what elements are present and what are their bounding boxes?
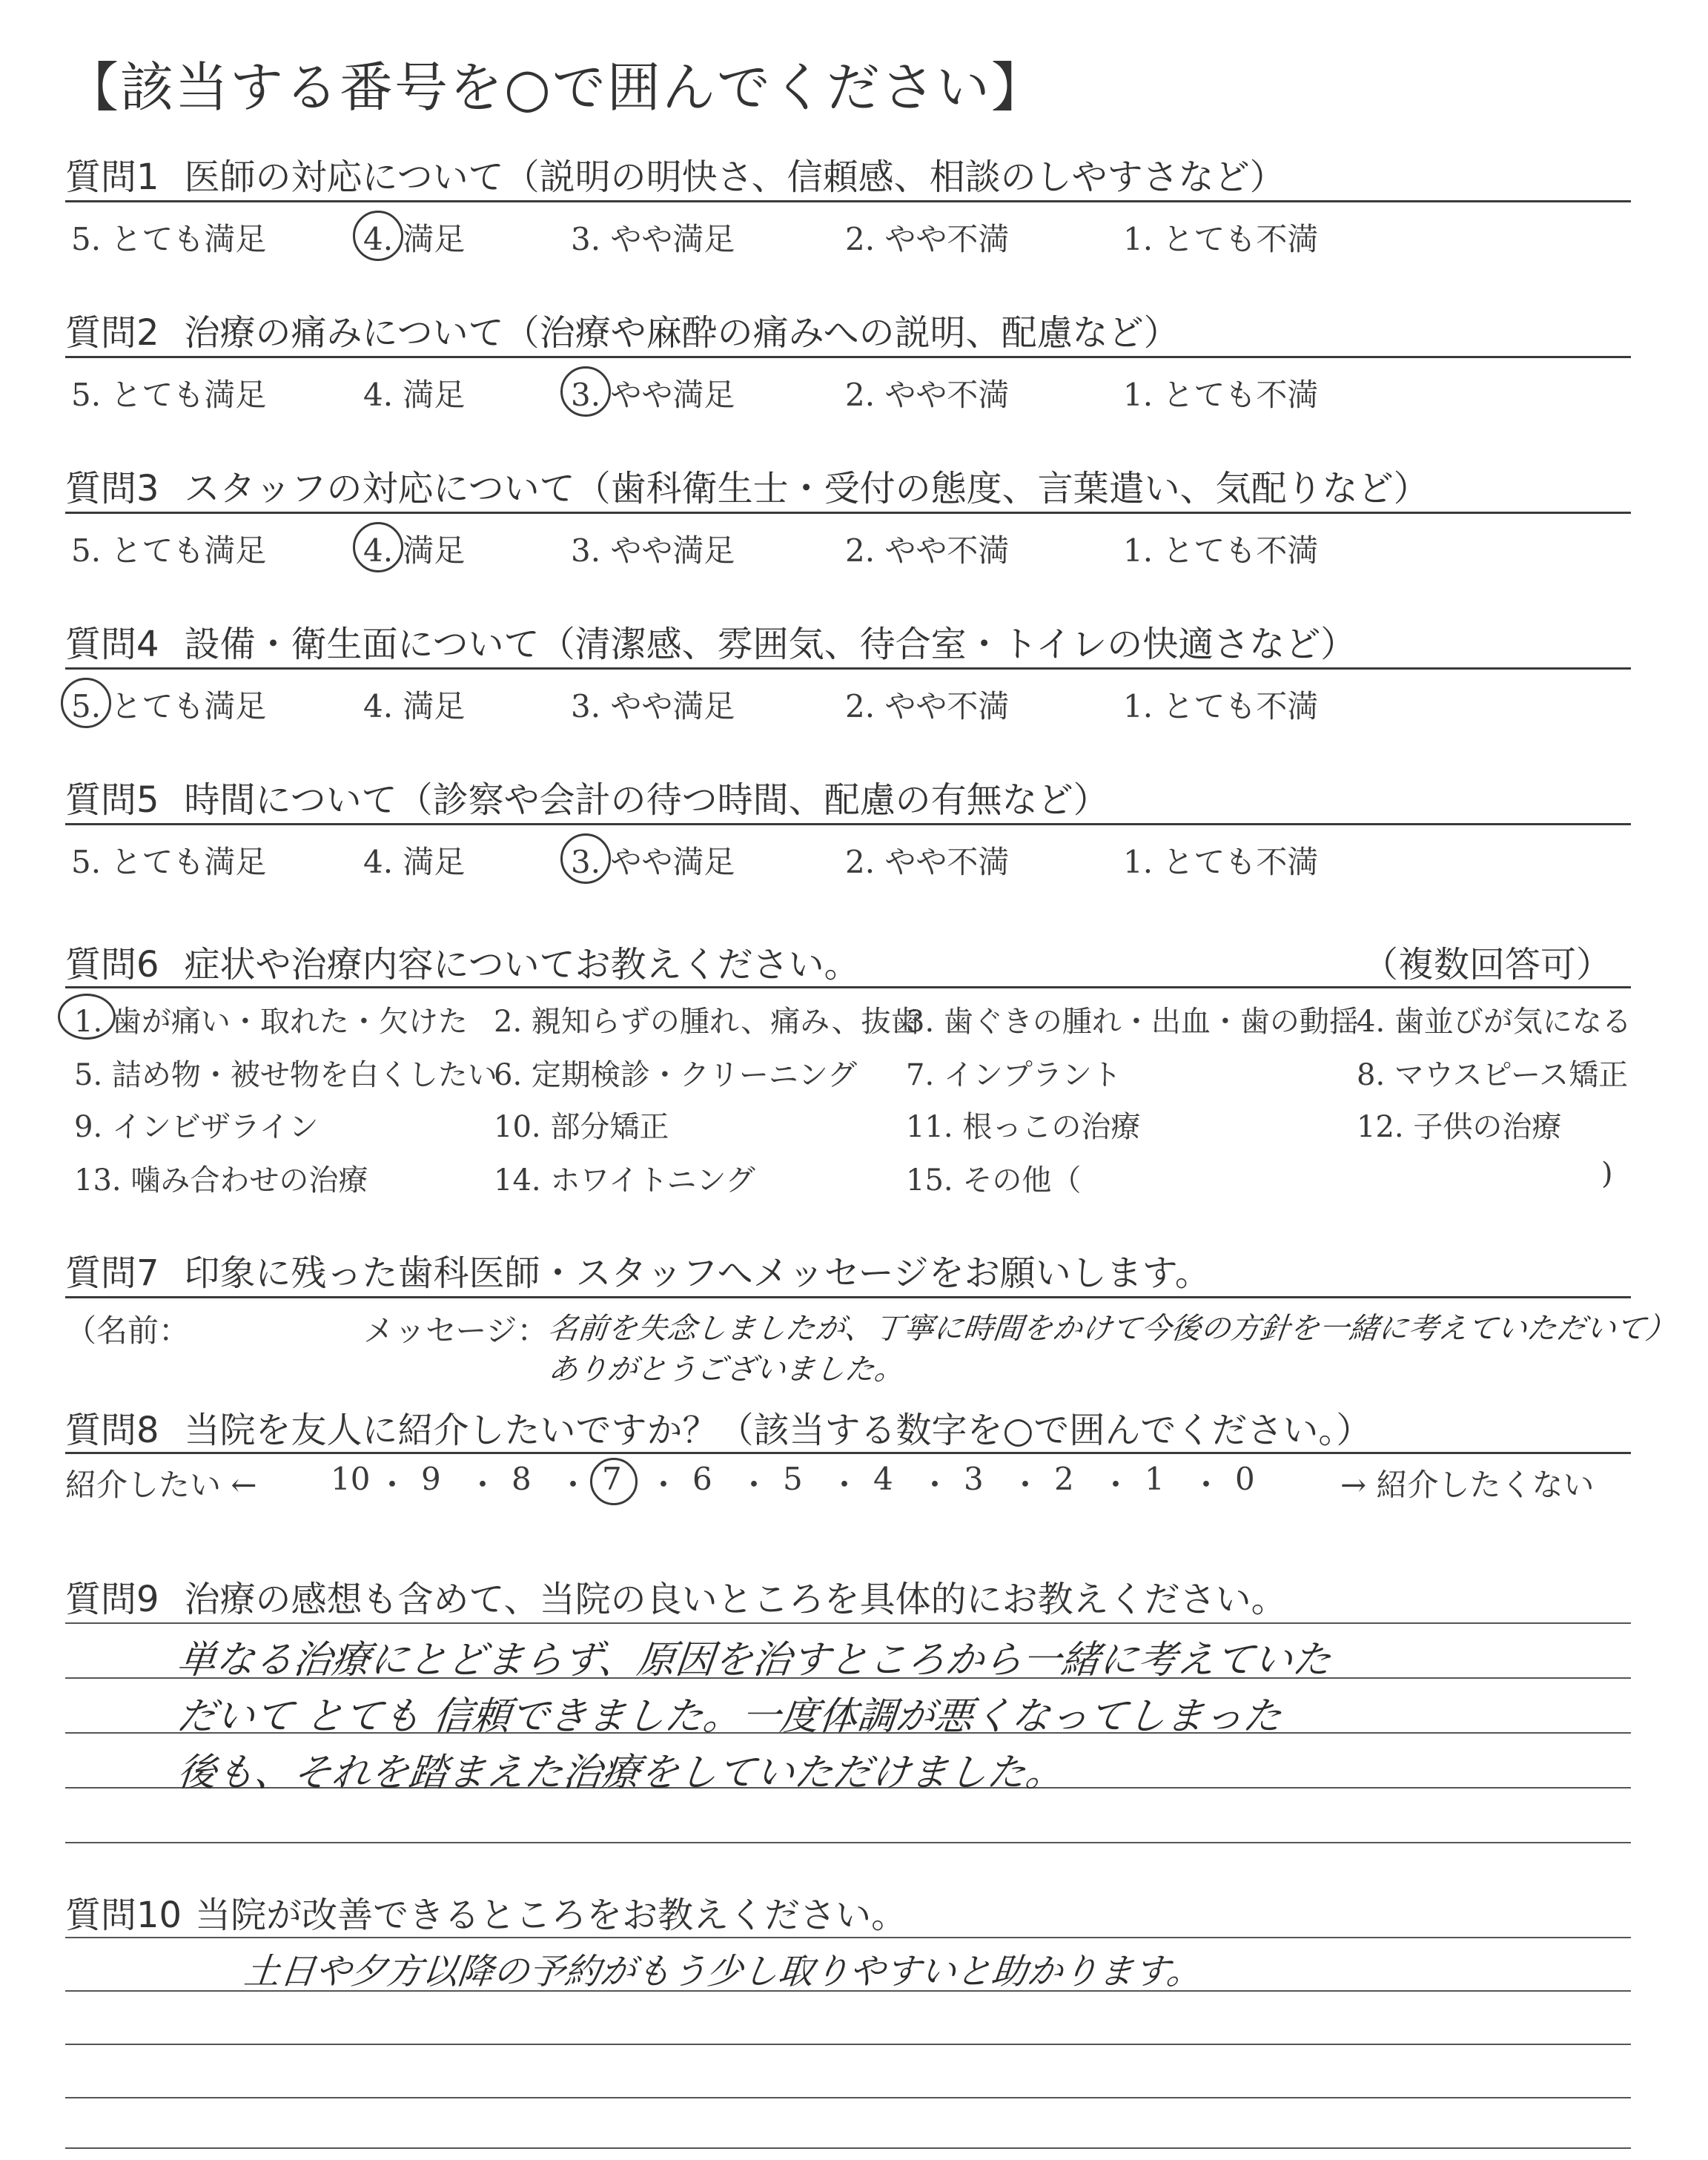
q7-name-label: （名前： [65, 1312, 191, 1349]
q8-number-9[interactable]: 9 [421, 1461, 441, 1497]
page-title: 【該当する番号を○で囲んでください】 [65, 56, 1046, 119]
q4-text: 設備・衛生面について（清潔感、雰囲気、待合室・トイレの快適さなど） [184, 624, 1357, 665]
q9-answer-line3: 後も、それを踏まえた治療をしていただけました。 [175, 1751, 1067, 1795]
q6-option-15[interactable]: 15. その他（ [906, 1163, 1082, 1198]
q9-line [65, 1622, 1631, 1624]
q4-option-3[interactable]: 3. やや満足 [571, 688, 735, 724]
q1-heading [65, 148, 1285, 199]
q5-option-3[interactable]: 3. やや満足 [571, 844, 735, 880]
q2-option-1[interactable]: 1. とても不満 [1123, 377, 1319, 413]
q6-option-7[interactable]: 7. インプラント [906, 1058, 1122, 1092]
q4-option-1[interactable]: 1. とても不満 [1123, 688, 1319, 724]
q6-option-11[interactable]: 11. 根っこの治療 [906, 1110, 1141, 1144]
q3-option-4[interactable]: 4. 満足 [363, 532, 466, 569]
q2-option-5[interactable]: 5. とても満足 [71, 377, 267, 413]
q4-option-5[interactable]: 5. とても満足 [71, 688, 267, 724]
q9-answer-line2: だいて とても 信頼できました。一度体調が悪くなってしまった [175, 1694, 1284, 1739]
q6-option-10[interactable]: 10. 部分矯正 [494, 1110, 669, 1144]
q6-option-8[interactable]: 8. マウスピース矯正 [1357, 1058, 1629, 1092]
q8-number-0[interactable]: 0 [1235, 1461, 1255, 1497]
q8-dot-separator: ・ [377, 1467, 408, 1503]
q7-label: 質問7 [65, 1252, 159, 1294]
q8-dot-separator: ・ [1100, 1467, 1132, 1503]
q5-text: 時間について（診察や会計の待つ時間、配慮の有無など） [184, 779, 1109, 821]
q2-label: 質問2 [65, 312, 159, 354]
q10-label: 質問10 [65, 1895, 182, 1936]
q1-rule [65, 200, 1631, 202]
q1-option-1[interactable]: 1. とても不満 [1123, 221, 1319, 257]
q6-option-4[interactable]: 4. 歯並びが気になる [1357, 1005, 1632, 1039]
q9-answer-line1: 単なる治療にとどまらず、原因を治すところから一緒に考えていた [175, 1638, 1334, 1682]
q8-selected-circle [590, 1458, 638, 1505]
q7-message-line1: 名前を失念しましたが、丁寧に時間をかけて今後の方針を一緒に考えていただいて） [546, 1312, 1678, 1346]
q7-rule [65, 1296, 1631, 1298]
q8-label: 質問8 [65, 1410, 159, 1451]
q6-option-14[interactable]: 14. ホワイトニング [494, 1163, 755, 1198]
q4-rule [65, 667, 1631, 670]
q6-other-close: ) [1601, 1157, 1613, 1191]
q2-option-3[interactable]: 3. やや満足 [571, 377, 735, 413]
q6-option-6[interactable]: 6. 定期検診・クリーニング [494, 1058, 858, 1092]
q10-line [65, 1937, 1631, 1938]
q1-option-2[interactable]: 2. やや不満 [845, 221, 1010, 257]
q6-label: 質問6 [65, 944, 159, 985]
q5-rule [65, 823, 1631, 825]
q10-line [65, 2147, 1631, 2149]
q4-option-2[interactable]: 2. やや不満 [845, 688, 1010, 724]
q6-option-2[interactable]: 2. 親知らずの腫れ、痛み、抜歯 [494, 1005, 921, 1039]
q2-text: 治療の痛みについて（治療や麻酔の痛みへの説明、配慮など） [184, 312, 1179, 354]
q6-note: （複数回答可） [1363, 944, 1612, 985]
q9-line [65, 1842, 1631, 1843]
q8-dot-separator: ・ [557, 1467, 589, 1503]
q4-heading [65, 615, 1356, 667]
q7-heading [65, 1244, 1211, 1295]
q8-number-3[interactable]: 3 [964, 1461, 984, 1497]
q3-option-3[interactable]: 3. やや満足 [571, 532, 735, 569]
q10-answer: 土日や夕方以降の予約がもう少し取りやすいと助かります。 [242, 1951, 1205, 1992]
q6-option-9[interactable]: 9. インビザライン [74, 1110, 319, 1144]
q3-option-5[interactable]: 5. とても満足 [71, 532, 267, 569]
q7-message-line2: ありがとうございました。 [546, 1353, 907, 1387]
q7-message-label: メッセージ： [363, 1312, 549, 1349]
q6-rule [65, 986, 1631, 988]
q5-selected-circle [560, 833, 611, 884]
q8-number-8[interactable]: 8 [512, 1461, 532, 1497]
q6-option-5[interactable]: 5. 詰め物・被せ物を白くしたい [74, 1058, 497, 1092]
q3-option-1[interactable]: 1. とても不満 [1123, 532, 1319, 569]
q6-heading [65, 936, 860, 987]
q1-option-3[interactable]: 3. やや満足 [571, 221, 735, 257]
q3-option-2[interactable]: 2. やや不満 [845, 532, 1010, 569]
q2-option-2[interactable]: 2. やや不満 [845, 377, 1010, 413]
q8-dot-separator: ・ [1191, 1467, 1222, 1503]
q9-text: 治療の感想も含めて、当院の良いところを具体的にお教えください。 [184, 1579, 1287, 1620]
q5-option-4[interactable]: 4. 満足 [363, 844, 466, 880]
q8-dot-separator: ・ [829, 1467, 861, 1503]
q5-label: 質問5 [65, 779, 159, 821]
q2-selected-circle [560, 366, 611, 417]
q6-option-3[interactable]: 3. 歯ぐきの腫れ・出血・歯の動揺 [906, 1005, 1359, 1039]
q6-option-1[interactable]: 1. 歯が痛い・取れた・欠けた [74, 1005, 468, 1039]
q4-option-4[interactable]: 4. 満足 [363, 688, 466, 724]
q8-left-label: 紹介したい ← [65, 1467, 257, 1503]
q8-number-6[interactable]: 6 [692, 1461, 712, 1497]
q5-option-2[interactable]: 2. やや不満 [845, 844, 1010, 880]
q2-option-4[interactable]: 4. 満足 [363, 377, 466, 413]
q8-dot-separator: ・ [648, 1467, 680, 1503]
q4-selected-circle [61, 678, 111, 728]
q10-text: 当院が改善できるところをお教えください。 [195, 1895, 907, 1936]
q5-heading [65, 771, 1109, 822]
q6-option-13[interactable]: 13. 噛み合わせの治療 [74, 1163, 368, 1198]
q5-option-1[interactable]: 1. とても不満 [1123, 844, 1319, 880]
q3-rule [65, 512, 1631, 514]
q8-rule [65, 1452, 1631, 1454]
q8-dot-separator: ・ [919, 1467, 951, 1503]
q9-heading [65, 1571, 1287, 1622]
q10-line [65, 2097, 1631, 2098]
q5-option-5[interactable]: 5. とても満足 [71, 844, 267, 880]
q7-text: 印象に残った歯科医師・スタッフへメッセージをお願いします。 [184, 1252, 1211, 1294]
q8-number-4[interactable]: 4 [873, 1461, 893, 1497]
q3-heading [65, 460, 1429, 511]
q4-label: 質問4 [65, 624, 159, 665]
q1-selected-circle [353, 211, 403, 261]
q10-line [65, 2044, 1631, 2045]
q9-label: 質問9 [65, 1579, 159, 1620]
q8-number-5[interactable]: 5 [783, 1461, 803, 1497]
q2-rule [65, 356, 1631, 358]
q8-number-7[interactable]: 7 [602, 1461, 622, 1497]
q1-option-4[interactable]: 4. 満足 [363, 221, 466, 257]
q2-heading [65, 304, 1179, 355]
q1-option-5[interactable]: 5. とても満足 [71, 221, 267, 257]
q6-selected-circle [58, 994, 116, 1040]
q8-dot-separator: ・ [467, 1467, 499, 1503]
q8-number-2[interactable]: 2 [1054, 1461, 1074, 1497]
q8-dot-separator: ・ [738, 1467, 770, 1503]
q3-text: スタッフの対応について（歯科衛生士・受付の態度、言葉遣い、気配りなど） [184, 468, 1429, 509]
q8-number-1[interactable]: 1 [1145, 1461, 1165, 1497]
q3-label: 質問3 [65, 468, 159, 509]
q1-text: 医師の対応について（説明の明快さ、信頼感、相談のしやすさなど） [184, 156, 1285, 198]
q8-right-label: → 紹介したくない [1340, 1467, 1595, 1503]
q8-heading [65, 1401, 1371, 1453]
q1-label: 質問1 [65, 156, 159, 198]
q6-text: 症状や治療内容についてお教えください。 [184, 944, 860, 985]
q8-number-10[interactable]: 10 [331, 1461, 371, 1497]
q10-heading [65, 1886, 907, 1938]
q8-text: 当院を友人に紹介したいですか？（該当する数字を○で囲んでください。） [184, 1410, 1372, 1451]
q3-selected-circle [353, 522, 403, 572]
q8-dot-separator: ・ [1010, 1467, 1042, 1503]
q6-option-12[interactable]: 12. 子供の治療 [1357, 1110, 1562, 1144]
